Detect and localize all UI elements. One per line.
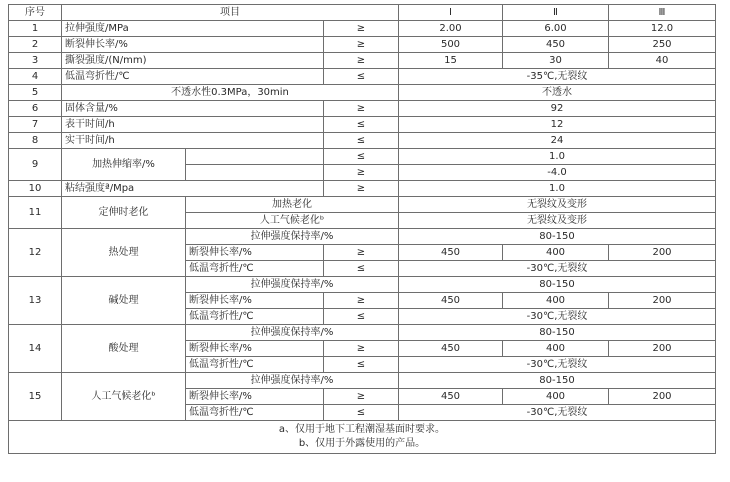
row-number: 5 (9, 85, 62, 101)
value-grade-3: 200 (609, 293, 716, 309)
row-value: -30℃,无裂纹 (399, 405, 716, 421)
table-row (9, 373, 716, 389)
table-row (9, 133, 716, 149)
sub-item: 断裂伸长率/% (186, 245, 324, 261)
row-value: 80-150 (399, 277, 716, 293)
row-number: 6 (9, 101, 62, 117)
value-grade-2: 400 (503, 293, 609, 309)
value-grade-3: 250 (609, 37, 716, 53)
row-number: 1 (9, 21, 62, 37)
value-grade-1: 450 (399, 293, 503, 309)
row-item: 人工气候老化ᵇ (62, 373, 186, 421)
row-value: -35℃,无裂纹 (399, 69, 716, 85)
table-header (9, 5, 716, 21)
col-header-grade-2: Ⅱ (503, 5, 609, 21)
table-row (9, 37, 716, 53)
row-item: 实干时间/h (62, 133, 324, 149)
row-symbol: ≥ (324, 389, 399, 405)
value-grade-2: 400 (503, 341, 609, 357)
row-value: -30℃,无裂纹 (399, 261, 716, 277)
table-row (9, 229, 716, 245)
row-symbol: ≤ (324, 405, 399, 421)
row-value: 92 (399, 101, 716, 117)
row-item: 断裂伸长率/% (62, 37, 324, 53)
row-item: 表干时间/h (62, 117, 324, 133)
table-row (9, 21, 716, 37)
sub-item: 断裂伸长率/% (186, 389, 324, 405)
row-value: 无裂纹及变形 (399, 197, 716, 213)
row-number: 7 (9, 117, 62, 133)
blank-cell (186, 165, 324, 181)
sub-item: 低温弯折性/℃ (186, 405, 324, 421)
row-item: 酸处理 (62, 325, 186, 373)
footnotes (9, 421, 716, 454)
row-value: 80-150 (399, 325, 716, 341)
row-item: 定伸时老化 (62, 197, 186, 229)
blank-cell (186, 149, 324, 165)
table-row (9, 69, 716, 85)
table-row (9, 85, 716, 101)
row-symbol: ≤ (324, 261, 399, 277)
row-value: -30℃,无裂纹 (399, 309, 716, 325)
row-number: 11 (9, 197, 62, 229)
row-item: 热处理 (62, 229, 186, 277)
row-symbol: ≥ (324, 181, 399, 197)
row-item: 固体含量/% (62, 101, 324, 117)
row-number: 3 (9, 53, 62, 69)
value-grade-2: 400 (503, 389, 609, 405)
row-symbol: ≤ (324, 309, 399, 325)
row-number: 12 (9, 229, 62, 277)
sub-item: 人工气候老化ᵇ (186, 213, 399, 229)
row-value: -4.0 (399, 165, 716, 181)
row-item: 拉伸强度/MPa (62, 21, 324, 37)
row-symbol: ≥ (324, 53, 399, 69)
row-number: 2 (9, 37, 62, 53)
row-number: 15 (9, 373, 62, 421)
row-symbol: ≤ (324, 149, 399, 165)
table-row (9, 117, 716, 133)
row-value: -30℃,无裂纹 (399, 357, 716, 373)
row-value: 无裂纹及变形 (399, 213, 716, 229)
row-symbol: ≥ (324, 101, 399, 117)
row-symbol: ≤ (324, 133, 399, 149)
table-row (9, 197, 716, 213)
row-symbol: ≥ (324, 165, 399, 181)
value-grade-1: 15 (399, 53, 503, 69)
row-number: 10 (9, 181, 62, 197)
row-symbol: ≥ (324, 293, 399, 309)
row-value: 1.0 (399, 149, 716, 165)
row-value: 80-150 (399, 229, 716, 245)
sub-item: 拉伸强度保持率/% (186, 229, 399, 245)
col-header-grade-3: Ⅲ (609, 5, 716, 21)
row-item: 粘结强度ª/Mpa (62, 181, 324, 197)
row-number: 14 (9, 325, 62, 373)
value-grade-2: 30 (503, 53, 609, 69)
row-value: 不透水 (399, 85, 716, 101)
value-grade-2: 6.00 (503, 21, 609, 37)
row-symbol: ≥ (324, 21, 399, 37)
table-row (9, 101, 716, 117)
row-item: 撕裂强度/(N/mm) (62, 53, 324, 69)
row-item: 碱处理 (62, 277, 186, 325)
col-header-item: 项目 (62, 5, 399, 21)
footnote-row (9, 421, 716, 454)
sub-item: 低温弯折性/℃ (186, 357, 324, 373)
table-row (9, 325, 716, 341)
footnote-a: a、仅用于地下工程潮湿基面时要求。 (278, 424, 446, 435)
row-number: 8 (9, 133, 62, 149)
sub-item: 加热老化 (186, 197, 399, 213)
value-grade-3: 200 (609, 341, 716, 357)
value-grade-3: 200 (609, 245, 716, 261)
value-grade-1: 450 (399, 389, 503, 405)
table-row (9, 277, 716, 293)
row-symbol: ≥ (324, 245, 399, 261)
sub-item: 低温弯折性/℃ (186, 261, 324, 277)
sub-item: 拉伸强度保持率/% (186, 277, 399, 293)
value-grade-1: 500 (399, 37, 503, 53)
row-value: 1.0 (399, 181, 716, 197)
row-item: 不透水性0.3MPa，30min (62, 85, 399, 101)
sub-item: 拉伸强度保持率/% (186, 325, 399, 341)
row-symbol: ≤ (324, 357, 399, 373)
sub-item: 拉伸强度保持率/% (186, 373, 399, 389)
value-grade-3: 40 (609, 53, 716, 69)
table-row (9, 53, 716, 69)
row-item: 加热伸缩率/% (62, 149, 186, 181)
row-symbol: ≤ (324, 69, 399, 85)
row-value: 12 (399, 117, 716, 133)
sub-item: 断裂伸长率/% (186, 293, 324, 309)
row-symbol: ≥ (324, 37, 399, 53)
spec-table (8, 4, 716, 454)
row-number: 13 (9, 277, 62, 325)
value-grade-2: 450 (503, 37, 609, 53)
value-grade-3: 12.0 (609, 21, 716, 37)
value-grade-3: 200 (609, 389, 716, 405)
table-row (9, 181, 716, 197)
value-grade-1: 450 (399, 245, 503, 261)
sub-item: 低温弯折性/℃ (186, 309, 324, 325)
footnote-b: b、仅用于外露使用的产品。 (298, 438, 426, 449)
row-value: 24 (399, 133, 716, 149)
value-grade-1: 450 (399, 341, 503, 357)
row-value: 80-150 (399, 373, 716, 389)
col-header-seq: 序号 (9, 5, 62, 21)
value-grade-2: 400 (503, 245, 609, 261)
value-grade-1: 2.00 (399, 21, 503, 37)
row-number: 9 (9, 149, 62, 181)
row-symbol: ≤ (324, 117, 399, 133)
table-row (9, 149, 716, 165)
row-symbol: ≥ (324, 341, 399, 357)
row-number: 4 (9, 69, 62, 85)
sub-item: 断裂伸长率/% (186, 341, 324, 357)
col-header-grade-1: Ⅰ (399, 5, 503, 21)
row-item: 低温弯折性/℃ (62, 69, 324, 85)
